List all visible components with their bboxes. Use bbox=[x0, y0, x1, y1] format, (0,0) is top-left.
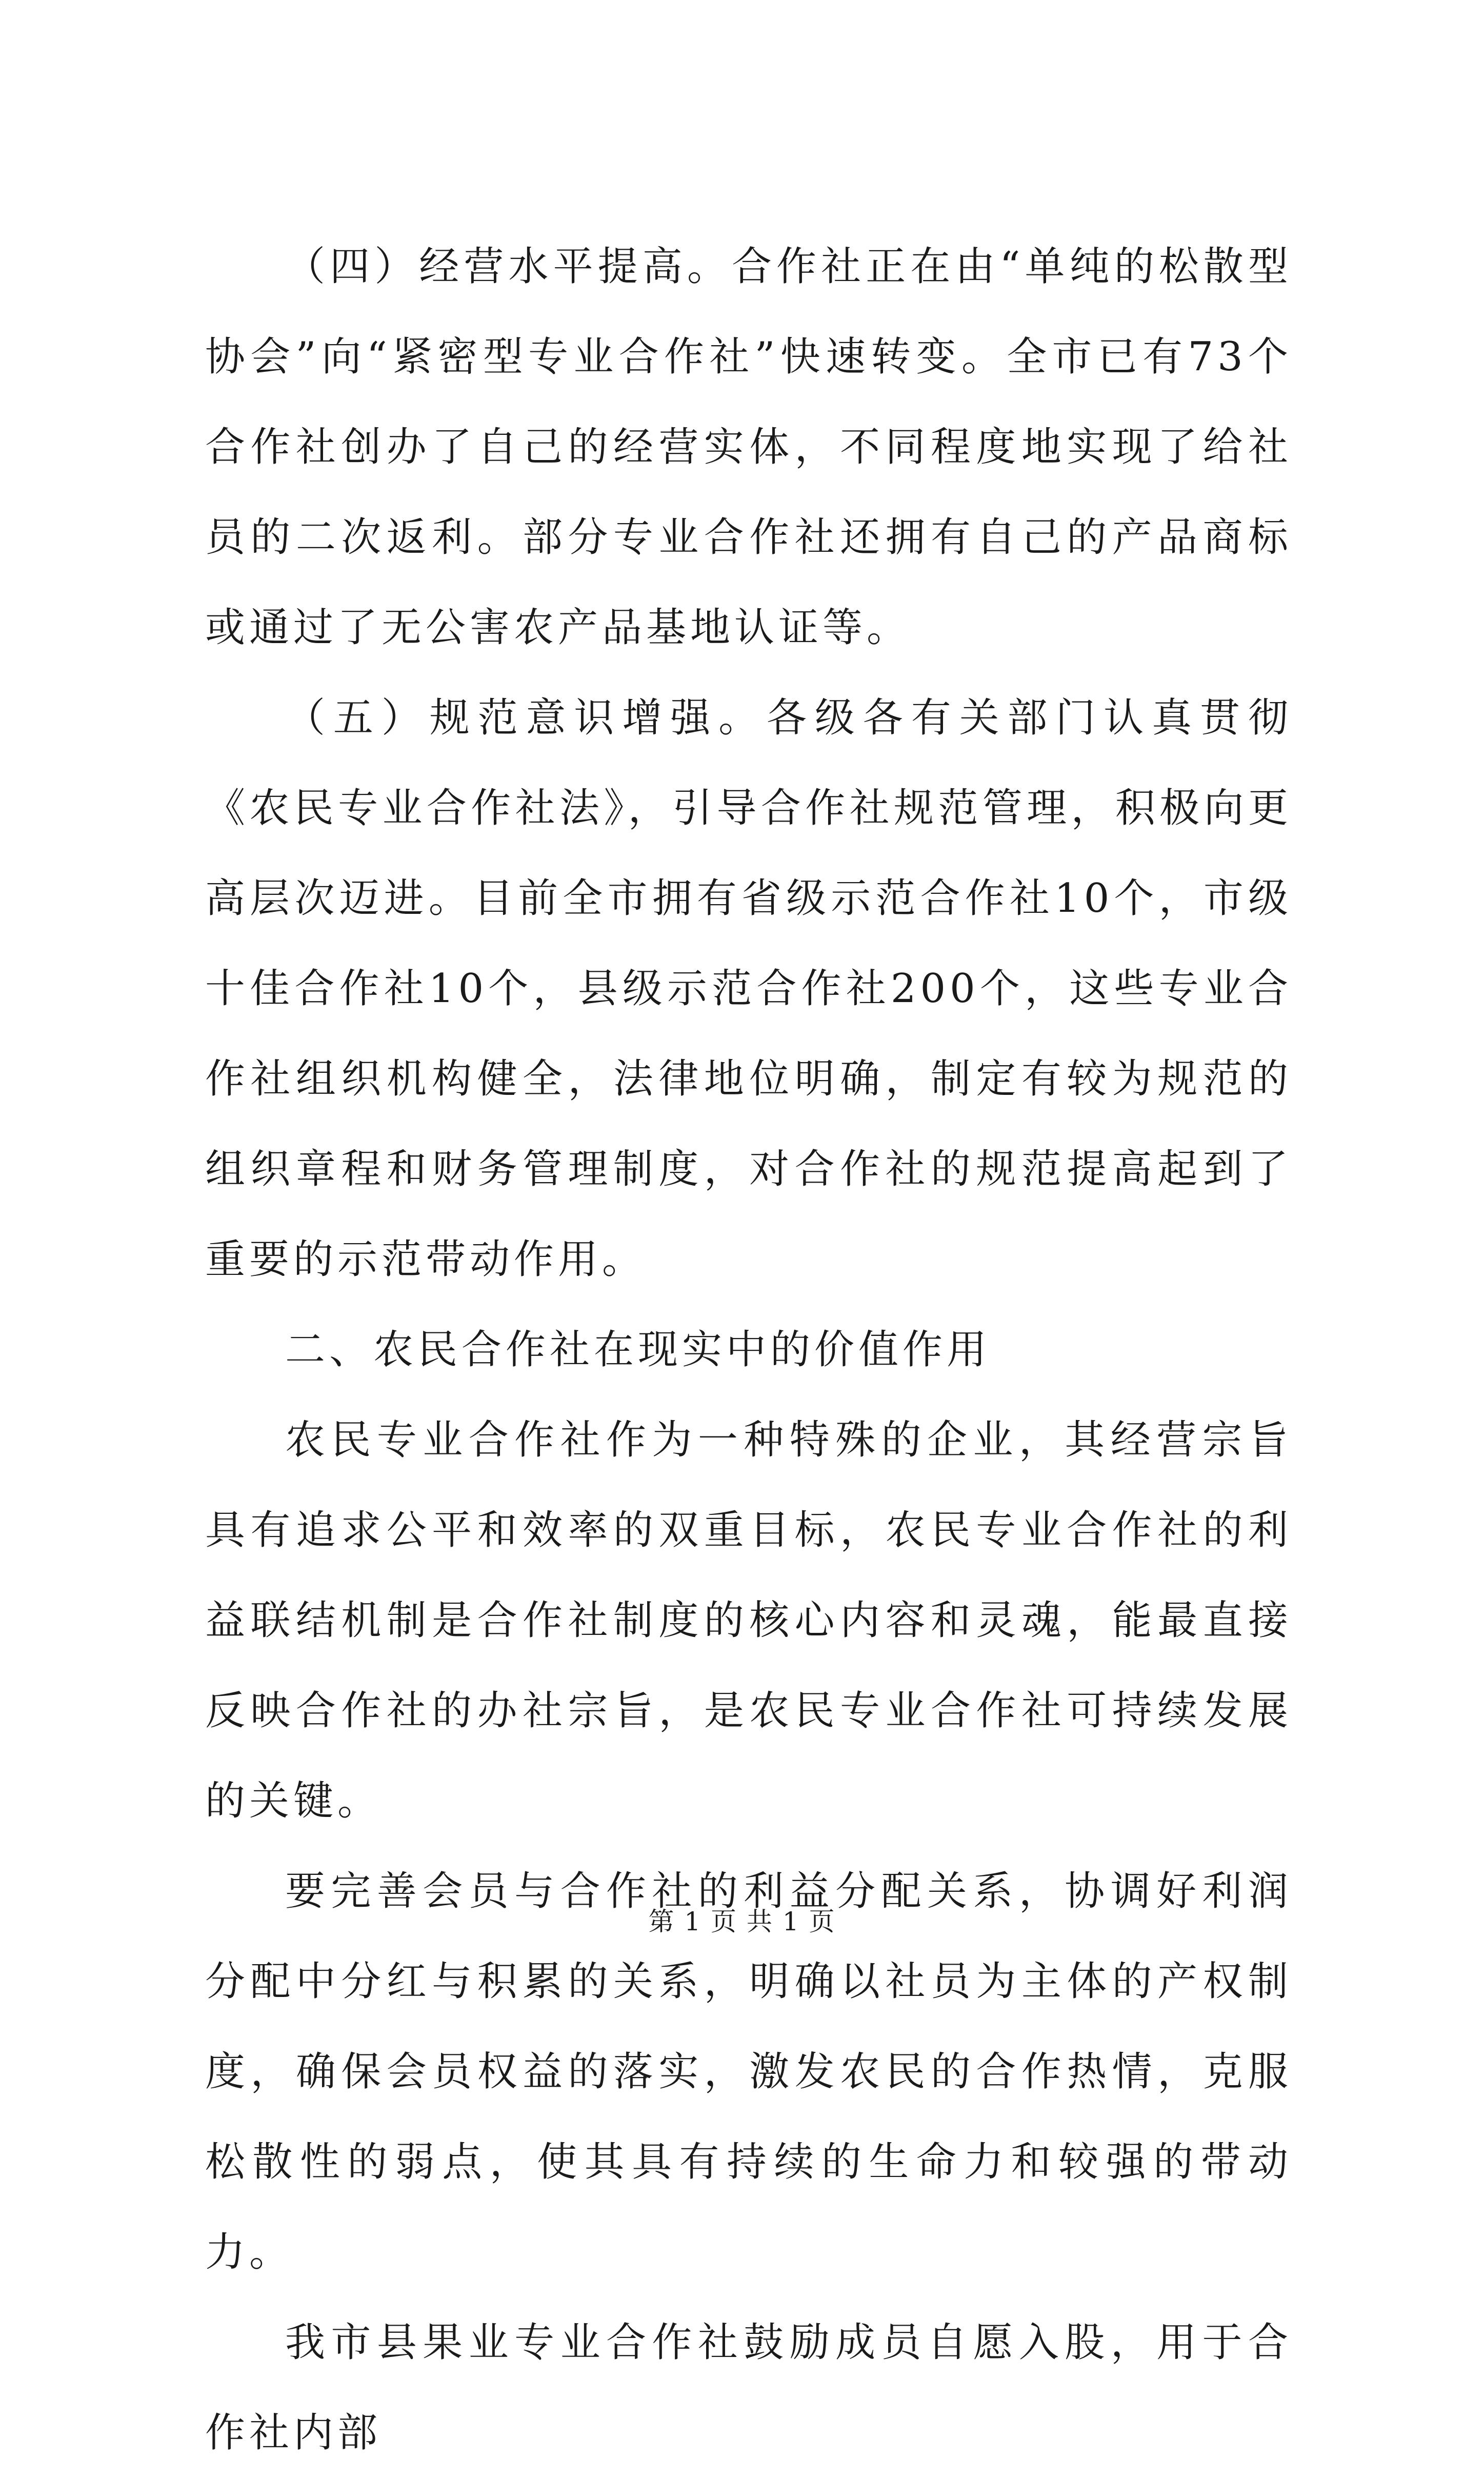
paragraph-benefit-distribution: 要完善会员与合作社的利益分配关系，协调好利润分配中分红与积累的关系，明确以社员为主体的产权制度，确保会员权益的落实，激发农民的合作热情，克服松散性的弱点，使其具有持续的生命力和较强的带动力。 bbox=[205, 1868, 1292, 2275]
document-body bbox=[205, 222, 1292, 2478]
section-heading: 二、农民合作社在现实中的价值作用 bbox=[285, 1327, 991, 1373]
paragraph-fruit-cooperative: 我市县果业专业合作社鼓励成员自愿入股，用于合作社内部 bbox=[205, 2320, 1292, 2456]
paragraph-standard-awareness: （五）规范意识增强。各级各有关部门认真贯彻《农民专业合作社法》，引导合作社规范管理，积极向更高层次迈进。目前全市拥有省级示范合作社10个，市级十佳合作社10个，县级示范合作社200个，这些专业合作社组织机构健全，法律地位明确，制定有较为规范的组织章程和财务管理制度，对合作社的规范提高起到了重要的示范带动作用。 bbox=[205, 695, 1292, 1283]
paragraph-operation-level: （四）经营水平提高。合作社正在由“单纯的松散型协会”向“紧密型专业合作社”快速转变。全市已有73个合作社创办了自己的经营实体，不同程度地实现了给社员的二次返利。部分专业合作社还拥有自己的产品商标或通过了无公害农产品基地认证等。 bbox=[205, 244, 1292, 651]
page-number-footer: 第 1 页 共 1 页 bbox=[648, 1907, 836, 1936]
paragraph-value-purpose: 农民专业合作社作为一种特殊的企业，其经营宗旨具有追求公平和效率的双重目标，农民专业合作社的利益联结机制是合作社制度的核心内容和灵魂，能最直接反映合作社的办社宗旨，是农民专业合作社可持续发展的关键。 bbox=[205, 1417, 1292, 1824]
